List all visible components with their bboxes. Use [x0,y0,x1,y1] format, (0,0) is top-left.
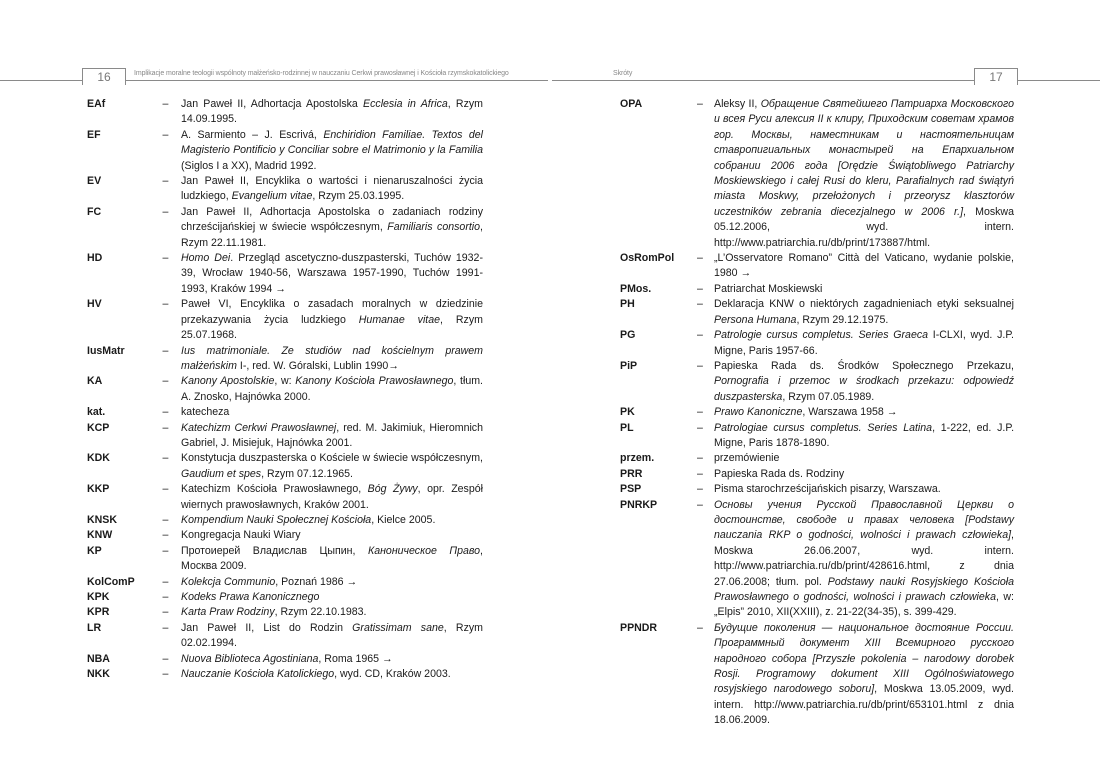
abbreviation-expansion: Katechizm Kościoła Prawosławnego, Bóg Żywy, opr. Zespół wiernych prawosławnych, Kraków 2001. [181,483,483,511]
abbreviation-expansion: Patrologie cursus completus. Series Graeca I-CLXI, wyd. J.P. Migne, Paris 1957-66. [714,329,1015,357]
abbreviation-dash: – [697,406,703,419]
abbreviation-expansion: Konstytucja duszpasterska o Kościele w świecie współczesnym, Gaudium et spes, Rzym 07.12.1965. [181,452,483,480]
abbreviation-expansion: Patriarchat Moskiewski [714,282,823,295]
abbreviation-dash: – [162,98,169,110]
abbreviation-dash: – [162,128,169,141]
abbreviation-expansion: Papieska Rada ds. Środków Społecznego Przekazu, Pornografia i przemoc w środkach przekazu: odpowiedź duszpasterska, Rzym 07.05.1989. [714,359,1014,403]
abbreviation-expansion: Kanony Apostolskie, w: Kanony Kościoła Prawosławnego, tłum. A. Znosko, Hajnówka 2000. [181,375,483,403]
abbreviation-entry [87,575,483,590]
abbreviation-term: KNW [87,529,113,542]
abbreviation-entry [620,482,1014,497]
abbreviation-term: PRR [620,467,643,480]
abbreviation-dash: – [162,205,169,218]
abbreviation-term: OPA [620,98,643,110]
abbreviation-term: PL [620,421,634,434]
abbreviation-dash: – [697,329,703,342]
abbreviation-term: PSP [620,483,642,496]
abbreviation-term: OsRomPol [620,252,675,265]
abbreviation-expansion: A. Sarmiento – J. Escrivá, Enchiridion Familiae. Textos del Magisterio Pontificio y Conciliar sobre el Matrimonio y la Familia (Siglos I a XX), Madrid 1992. [181,128,483,172]
abbreviation-expansion: „L’Osservatore Romano” Città del Vaticano, wydanie polskie, 1980 → [714,252,1014,280]
running-title-left: Implikacje moralne teologii wspólnoty małżeńsko-rodzinnej w nauczaniu Cerkwi prawosławnej i Kościoła rzymskokatolickiego [134,70,509,77]
left-page-number: 16 [82,68,126,85]
abbreviation-entry [87,174,483,205]
abbreviation-entry [87,374,483,405]
abbreviation-expansion: Prawo Kanoniczne, Warszawa 1958 → [714,406,898,419]
abbreviation-expansion: Kolekcja Communio, Poznań 1986 → [181,575,358,588]
abbreviation-expansion: Karta Praw Rodziny, Rzym 22.10.1983. [181,606,367,619]
abbreviation-expansion: Katechizm Cerkwi Prawosławnej, red. M. Jakimiuk, Hieromnich Gabriel, J. Misiejuk, Hajnówka 2001. [181,421,483,449]
abbreviation-entry [620,621,1014,729]
abbreviation-term: KolComP [87,575,135,588]
abbreviation-expansion: Nauczanie Kościoła Katolickiego, wyd. CD, Kraków 2003. [181,668,451,681]
abbreviation-term: EF [87,128,101,141]
abbreviation-term: KP [87,544,102,557]
abbreviation-entry [620,297,1014,328]
abbreviation-dash: – [162,513,169,526]
abbreviation-term: KKP [87,483,110,496]
abbreviation-entry [87,421,483,452]
abbreviation-entry [620,421,1014,452]
abbreviation-term: KA [87,375,103,388]
abbreviation-dash: – [162,668,169,681]
abbreviation-expansion: Nuova Biblioteca Agostiniana, Roma 1965 → [181,652,393,665]
abbreviation-term: PMos. [620,282,652,295]
abbreviation-dash: – [162,483,169,496]
abbreviation-expansion: Kodeks Prawa Kanonicznego [181,591,320,603]
abbreviation-expansion: Протоиерей Владислав Цыпин, Каноническое Право, Москва 2009. [181,544,483,573]
abbreviation-entry [620,251,1014,282]
abbreviation-entry [87,405,483,420]
abbreviation-dash: – [162,375,169,388]
abbreviation-entry [620,359,1014,405]
abbreviation-entry [87,544,483,575]
abbreviation-entry [620,498,1014,621]
abbreviation-dash: – [162,621,169,634]
abbreviation-dash: – [697,498,703,511]
abbreviation-term: NBA [87,652,110,665]
abbreviation-expansion: Paweł VI, Encyklika o zasadach moralnych w dziedzinie przekazywania życia ludzkiego Humanae vitae, Rzym 25.07.1968. [181,298,483,342]
running-title-right: Skróty [613,70,633,77]
abbreviation-entry [87,605,483,620]
abbreviation-dash: – [697,452,703,465]
abbreviation-expansion: Kompendium Nauki Społecznej Kościoła, Kielce 2005. [181,513,436,526]
abbreviation-dash: – [162,652,169,665]
abbreviation-entry [620,467,1014,482]
abbreviation-expansion: Основы учения Русской Православной Церкви о достоинстве, свободе и правах человека [Podstawy nauczania RKP o godności, wolności i prawach człowieka], Moskwa 26.06.2007, wyd. intern. http://www.patriarchia.ru/db/print/428616.html, z dnia 27.06.2008; tłum. pol. Podstawy nauki Rosyjskiego Kościoła Prawosławnego o godności, wolności i prawach człowieka, w: „Elpis” 2010, XII(XXIII), z. 21-22(34-35), s. 399-429. [714,498,1015,619]
abbreviation-expansion: Aleksy II, Обращение Святейшего Патриарха Московского и всея Руси алексия II к клиру, Приходским советам храмов гор. Москвы, наместникам и настоятельницам ставропигиальных монастырей на Епархиальном собрании 2006 года [Orędzie Świątobliwego Patriarchy Moskiewskiego i całej Rusi do kleru, Parafialnych rad świątyń miasta Moskwy, przełożonych i przeorysz klasztorów uczestników zebrania diecezjalnego w 2006 r.], Moskwa 05.12.2006, wyd. intern. http://www.patriarchia.ru/db/print/173887/html. [714,98,1015,249]
abbreviation-term: PiP [620,359,638,372]
abbreviation-term: HD [87,252,103,265]
abbreviation-dash: – [697,359,703,372]
abbreviation-dash: – [162,544,169,557]
abbreviation-expansion: Patrologiae cursus completus. Series Latina, 1-222, ed. J.P. Migne, Paris 1878-1890. [714,421,1015,449]
abbreviation-dash: – [697,298,703,311]
abbreviation-dash: – [697,621,703,634]
abbreviation-term: FC [87,205,102,218]
abbreviation-entry [87,128,483,174]
abbreviation-term: PG [620,329,636,342]
abbreviation-dash: – [162,406,169,419]
abbreviation-dash: – [162,421,169,434]
abbreviation-dash: – [162,175,169,188]
abbreviation-term: LR [87,621,102,634]
abbreviation-term: KCP [87,421,110,434]
abbreviation-term: przem. [620,452,655,465]
abbreviation-expansion: Jan Paweł II, Adhortacja Apostolska o zadaniach rodziny chrześcijańskiej w świecie współczesnym, Familiaris consortio, Rzym 22.11.1981. [181,205,483,249]
abbreviation-dash: – [162,298,169,311]
abbreviation-entry [87,621,483,652]
abbreviation-term: HV [87,298,102,311]
abbreviation-expansion: Papieska Rada ds. Rodziny [714,467,845,480]
abbreviation-term: PK [620,406,635,419]
abbreviation-entry [620,328,1014,359]
abbreviation-expansion: Jan Paweł II, Encyklika o wartości i nienaruszalności życia ludzkiego, Evangelium vitae, Rzym 25.03.1995. [181,175,483,203]
abbreviation-term: KNSK [87,513,118,526]
abbreviation-dash: – [697,98,703,110]
abbreviation-expansion: Jan Paweł II, Adhortacja Apostolska Ecclesia in Africa, Rzym 14.09.1995. [181,98,484,126]
abbreviation-term: KPR [87,606,110,619]
abbreviation-dash: – [162,452,169,465]
abbreviation-dash: – [697,282,703,295]
abbreviation-dash: – [697,421,703,434]
abbreviation-entry [87,344,483,375]
abbreviation-expansion: Deklaracja KNW o niektórych zagadnieniach etyki seksualnej Persona Humana, Rzym 29.12.1975. [714,298,1014,326]
abbreviation-entry [620,97,1014,251]
abbreviation-expansion: Jan Paweł II, List do Rodzin Gratissimam sane, Rzym 02.02.1994. [181,621,483,650]
abbreviation-term: EAf [87,98,106,110]
abbreviation-dash: – [162,344,169,357]
abbreviation-expansion: Будущие поколения — национальное достояние России. Программный документ XIII Всемирного русского народного собора [Przyszłe pokolenia – narodowy dorobek Rosji. Programowy dokument XIII Ogólnoświatowego rosyjskiego narodowego soboru], Moskwa 13.05.2009, wyd. intern. http://www.patriarchia.ru/db/print/653101.html z dnia 18.06.2009. [714,621,1014,727]
abbreviation-expansion: katecheza [181,406,230,419]
abbreviation-expansion: przemówienie [714,452,780,465]
abbreviation-expansion: Kongregacja Nauki Wiary [181,529,301,542]
abbreviation-dash: – [162,591,169,603]
abbreviation-dash: – [697,252,703,265]
abbreviation-term: EV [87,175,102,188]
abbreviation-dash: – [697,483,703,496]
left-page-abbreviations [87,97,483,682]
abbreviation-entry [620,282,1014,297]
abbreviation-entry [87,652,483,667]
abbreviation-entry [620,405,1014,420]
abbreviation-entry [620,451,1014,466]
abbreviation-term: KDK [87,452,110,465]
abbreviation-entry [87,251,483,297]
abbreviation-term: PNRKP [620,498,658,511]
abbreviation-term: PPNDR [620,621,658,634]
abbreviation-entry [87,205,483,251]
abbreviation-term: PH [620,298,635,311]
abbreviation-entry [87,451,483,482]
abbreviation-term: NKK [87,668,110,681]
abbreviation-dash: – [162,252,169,265]
abbreviation-entry [87,97,483,128]
abbreviation-entry [87,513,483,528]
abbreviation-dash: – [697,467,703,480]
abbreviation-term: IusMatr [87,344,125,357]
abbreviation-expansion: Pisma starochrześcijańskich pisarzy, Warszawa. [714,483,941,496]
abbreviation-dash: – [162,575,169,588]
abbreviation-expansion: Ius matrimoniale. Ze studiów nad kościelnym prawem małżeńskim I-, red. W. Góralski, Lublin 1990→ [181,344,483,372]
abbreviation-term: kat. [87,406,106,419]
abbreviation-dash: – [162,529,169,542]
abbreviation-entry [87,482,483,513]
abbreviation-dash: – [162,606,169,619]
right-page-number: 17 [974,68,1018,85]
abbreviation-expansion: Homo Dei. Przegląd ascetyczno-duszpasterski, Tuchów 1932-39, Wrocław 1940-56, Warszawa 1957-1990, Tuchów 1991-1993, Kraków 1994 → [181,252,483,295]
abbreviation-term: KPK [87,591,110,603]
abbreviation-entry [87,297,483,343]
abbreviation-entry [87,590,483,605]
right-page-abbreviations [620,97,1014,729]
abbreviation-entry [87,667,483,682]
abbreviation-entry [87,528,483,543]
